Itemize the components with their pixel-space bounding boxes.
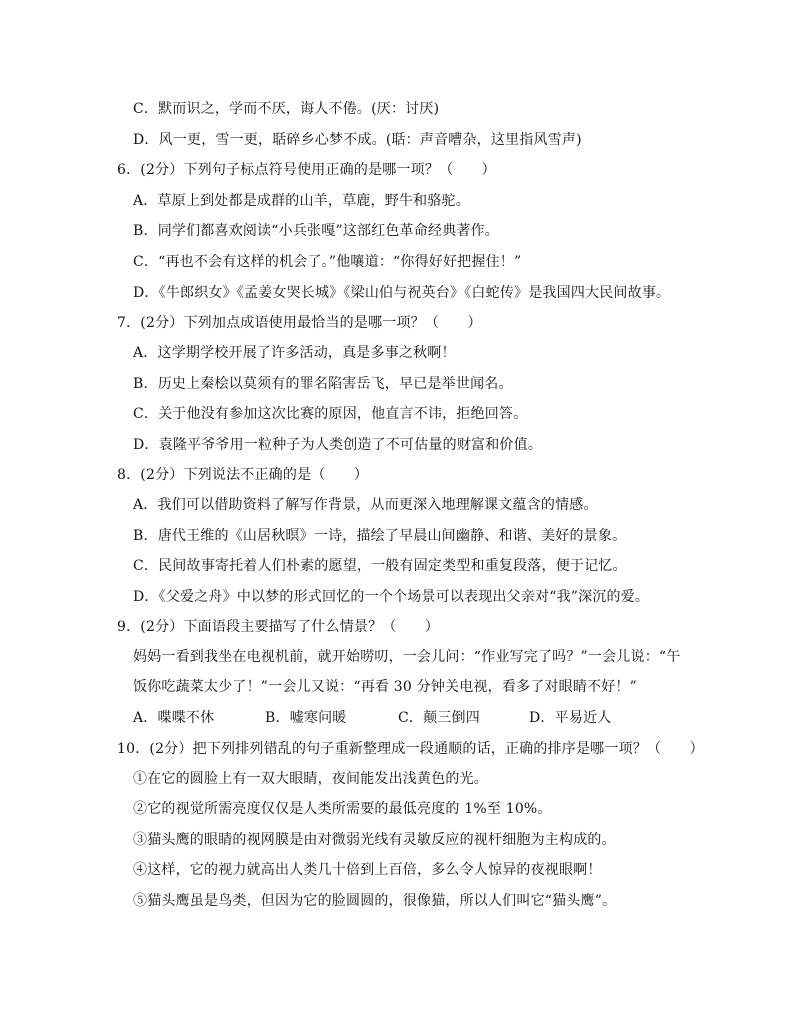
q8-option-a: A．我们可以借助资料了解写作背景，从而更深入地理解课文蕴含的情感。 [133,497,598,513]
q7-option-b: B．历史上秦桧以莫须有的罪名陷害岳飞，早已是举世闻名。 [133,376,513,392]
q7-stem: 7．(2分）下列加点成语使用最恰当的是哪一项？（ ） [117,315,482,331]
q8-option-d: D．《父爱之舟》中以梦的形式回忆的一个个场景可以表现出父亲对“我”深沉的爱。 [133,589,650,605]
q7-option-d: D．袁隆平爷爷用一粒种子为人类创造了不可估量的财富和价值。 [133,437,543,453]
q6-option-d: D．《牛郎织女》《孟姜女哭长城》《梁山伯与祝英台》《白蛇传》是我国四大民间故事。 [133,285,671,301]
q9-passage-line-2: 饭你吃蔬菜太少了！”一会儿又说：“再看 30 分钟关电视，看多了对眼睛不好！” [133,679,637,695]
q9-option-a: A．喋喋不休 [133,710,215,726]
q10-sentence-3: ③猫头鹰的眼睛的视网膜是由对微弱光线有灵敏反应的视杆细胞为主构成的。 [133,832,616,848]
q10-sentence-4: ④这样，它的视力就高出人类几十倍到上百倍，多么令人惊异的夜视眼啊！ [133,862,602,878]
q9-stem: 9．(2分）下面语段主要描写了什么情景？（ ） [117,619,440,635]
q10-sentence-2: ②它的视觉所需亮度仅仅是人类所需要的最低亮度的 1%至 10%。 [133,801,552,817]
q8-option-b: B．唐代王维的《山居秋暝》一诗，描绘了早晨山间幽静、和谐、美好的景象。 [133,528,627,544]
q9-option-b: B．嘘寒问暖 [265,710,347,726]
q8-option-c: C．民间故事寄托着人们朴素的愿望，一般有固定类型和重复段落，便于记忆。 [133,558,627,574]
q9-option-c: C．颠三倒四 [398,710,480,726]
q5-option-c: C．默而识之，学而不厌，诲人不倦。(厌：讨厌) [133,101,440,117]
q6-option-a: A．草原上到处都是成群的山羊，草鹿，野牛和骆驼。 [133,193,470,209]
q9-options-row [133,708,653,728]
q6-option-c: C．“再也不会有这样的机会了。”他嚷道：“你得好好把握住！” [133,254,522,270]
q8-stem: 8．(2分）下列说法不正确的是（ ） [117,467,369,483]
q6-stem: 6．(2分）下列句子标点符号使用正确的是哪一项？（ ） [117,162,496,178]
q10-sentence-5: ⑤猫头鹰虽是鸟类，但因为它的脸圆圆的，很像猫，所以人们叫它“猫头鹰”。 [133,893,617,909]
q6-option-b: B．同学们都喜欢阅读“小兵张嘎”这部红色革命经典著作。 [133,223,500,239]
q9-option-d: D．平易近人 [529,710,612,726]
q7-option-a: A．这学期学校开展了许多活动，真是多事之秋啊！ [133,345,456,361]
q9-passage-line-1: 妈妈一看到我坐在电视机前，就开始唠叨，一会儿问：“作业写完了吗？”一会儿说：“午 [133,649,681,665]
q10-stem: 10．(2分）把下列排列错乱的句子重新整理成一段通顺的话，正确的排序是哪一项？（ ） [117,741,704,757]
q10-sentence-1: ①在它的圆脸上有一双大眼睛，夜间能发出浅黄色的光。 [133,771,488,787]
q5-option-d: D．风一更，雪一更，聒碎乡心梦不成。(聒：声音嘈杂，这里指风雪声) [133,132,582,148]
q7-option-c: C．关于他没有参加这次比赛的原因，他直言不讳，拒绝回答。 [133,406,528,422]
